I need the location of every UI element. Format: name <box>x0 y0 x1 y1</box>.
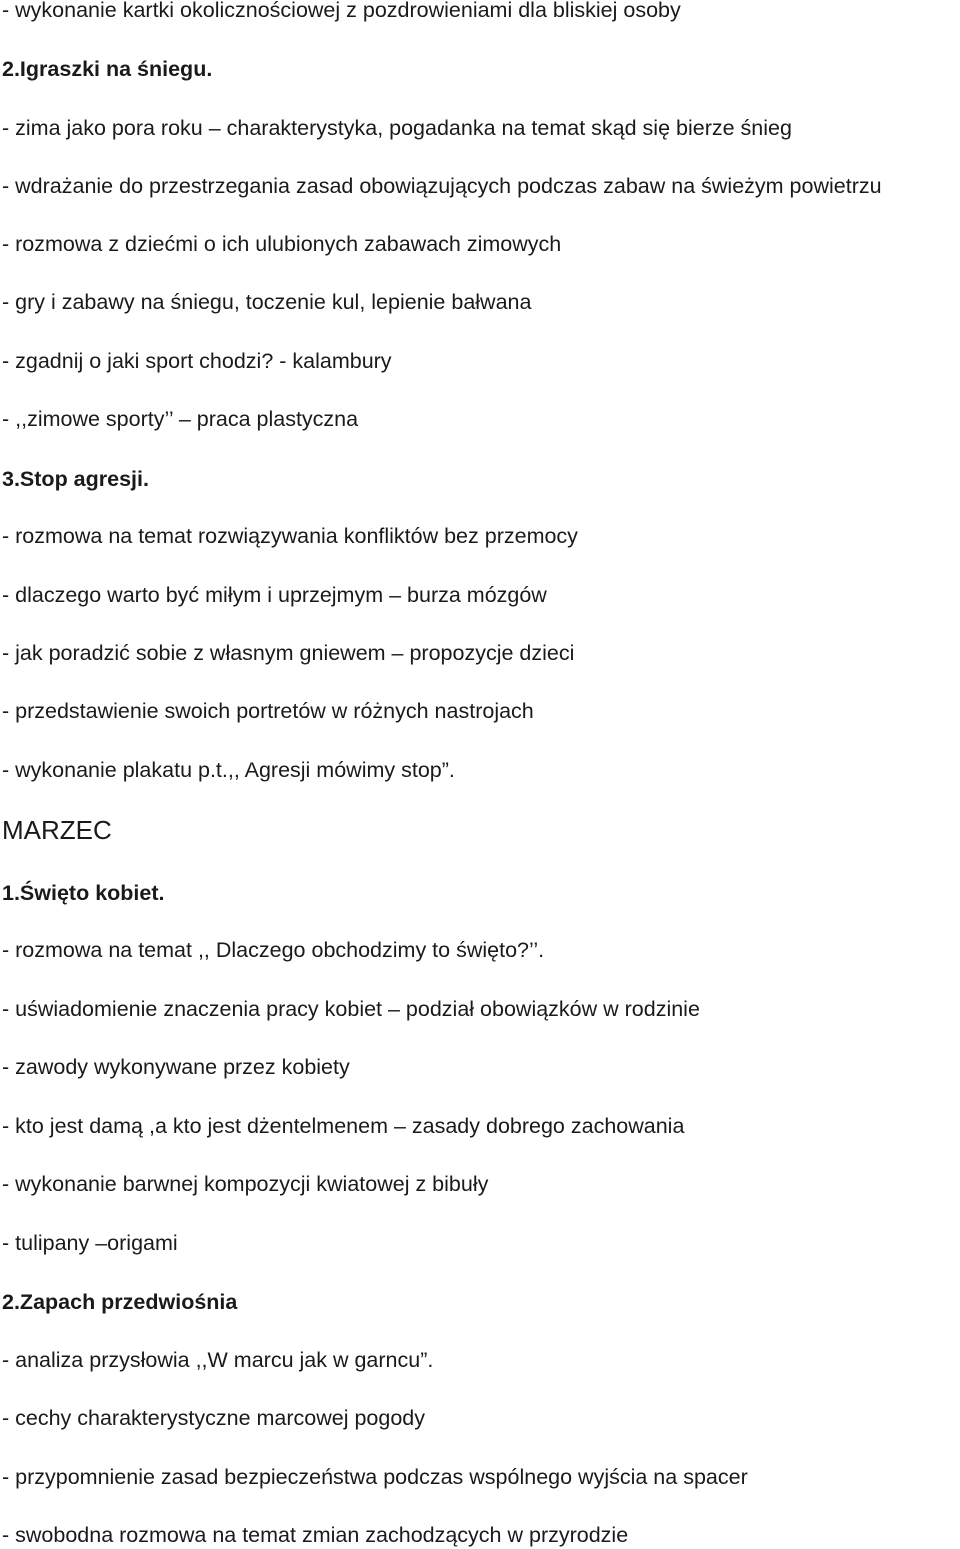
list-item: - wdrażanie do przestrzegania zasad obowiązujących podczas zabaw na świeżym powietrzu <box>2 174 882 198</box>
list-item: - rozmowa na temat rozwiązywania konfliktów bez przemocy <box>2 524 578 548</box>
list-item: - przedstawienie swoich portretów w różnych nastrojach <box>2 699 534 723</box>
list-item: - wykonanie plakatu p.t.,, Agresji mówimy stop”. <box>2 758 455 782</box>
list-item: - kto jest damą ,a kto jest dżentelmenem – zasady dobrego zachowania <box>2 1114 685 1138</box>
list-item: - wykonanie kartki okolicznościowej z pozdrowieniami dla bliskiej osoby <box>2 0 681 22</box>
list-item: - uświadomienie znaczenia pracy kobiet – podział obowiązków w rodzinie <box>2 997 700 1021</box>
list-item: - jak poradzić sobie z własnym gniewem – propozycje dzieci <box>2 641 575 665</box>
list-item: - tulipany –origami <box>2 1231 178 1255</box>
section-heading: 2.Zapach przedwiośnia <box>2 1290 238 1314</box>
list-item: - zgadnij o jaki sport chodzi? - kalambury <box>2 349 392 373</box>
list-item: - zima jako pora roku – charakterystyka, pogadanka na temat skąd się bierze śnieg <box>2 116 792 140</box>
list-item: - rozmowa na temat ,, Dlaczego obchodzimy to święto?’’. <box>2 938 545 962</box>
list-item: - analiza przysłowia ,,W marcu jak w garncu”. <box>2 1348 434 1372</box>
list-item: - cechy charakterystyczne marcowej pogody <box>2 1406 426 1430</box>
list-item: - ,,zimowe sporty’’ – praca plastyczna <box>2 407 359 431</box>
month-title: MARZEC <box>2 815 112 845</box>
list-item: - przypomnienie zasad bezpieczeństwa podczas wspólnego wyjścia na spacer <box>2 1465 748 1489</box>
list-item: - gry i zabawy na śniegu, toczenie kul, lepienie bałwana <box>2 290 532 314</box>
section-heading: 3.Stop agresji. <box>2 467 149 491</box>
list-item: - dlaczego warto być miłym i uprzejmym – burza mózgów <box>2 583 547 607</box>
list-item: - wykonanie barwnej kompozycji kwiatowej z bibuły <box>2 1172 489 1196</box>
list-item: - rozmowa z dziećmi o ich ulubionych zabawach zimowych <box>2 232 562 256</box>
list-item: - swobodna rozmowa na temat zmian zachodzących w przyrodzie <box>2 1523 629 1547</box>
section-heading: 2.Igraszki na śniegu. <box>2 57 213 81</box>
section-heading: 1.Święto kobiet. <box>2 881 165 905</box>
list-item: - zawody wykonywane przez kobiety <box>2 1055 350 1079</box>
